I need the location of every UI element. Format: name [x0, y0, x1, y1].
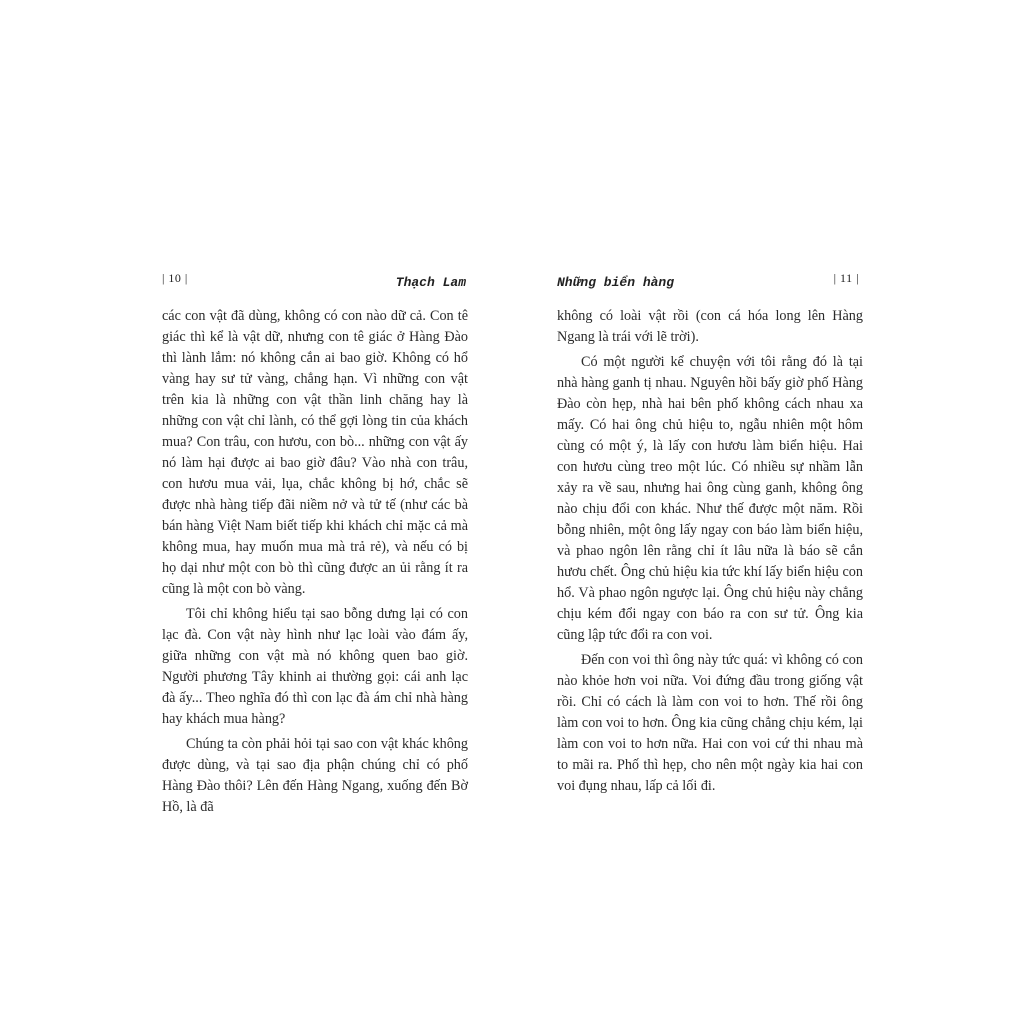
- right-body-text: [557, 306, 863, 797]
- right-page-number: | 11 |: [833, 271, 859, 285]
- left-paragraph-2: Tôi chỉ không hiểu tại sao bỗng dưng lại có con lạc đà. Con vật này hình như lạc loài vào đám ấy, giữa những con vật mà nó không quen bao giờ. Người phương Tây khinh ai thường gọi: cái anh lạc đà ấy... Theo nghĩa đó thì con lạc đà ám chỉ nhà hàng hay khách mua hàng?: [162, 606, 468, 727]
- left-body-text: [162, 306, 468, 818]
- left-page-number: | 10 |: [162, 271, 188, 285]
- right-running-head: [557, 268, 863, 294]
- right-paragraph-3: Đến con voi thì ông này tức quá: vì không có con nào khỏe hơn voi nữa. Voi đứng đầu trong giống vật rồi. Chỉ có cách là làm con voi to hơn. Thế rồi ông làm con voi to hơn. Ông kia cũng chẳng chịu kém, lại làm con voi to hơn nữa. Hai con voi cứ thi nhau mà to mãi ra. Phố thì hẹp, cho nên một ngày kia hai con voi đụng nhau, lấp cả lối đi.: [557, 652, 863, 794]
- right-page: [557, 268, 863, 801]
- left-running-head: [162, 268, 468, 294]
- left-running-title: Thạch Lam: [395, 275, 466, 290]
- right-paragraph-1: không có loài vật rồi (con cá hóa long lên Hàng Ngang là trái với lẽ trời).: [557, 308, 863, 345]
- left-paragraph-1: các con vật đã dùng, không có con nào dữ cả. Con tê giác thì kể là vật dữ, nhưng con tê giác ở Hàng Đào thì lành lắm: nó không cắn ai bao giờ. Không có hổ vàng hay sư tử vàng, chẳng hạn. Vì những con vật trên kia là những con vật thần linh chăng hay là những con vật chỉ lành, có thể gợi lòng tin của khách mua? Con trâu, con hươu, con bò... những con vật ấy nó làm hại được ai bao giờ đâu? Vào nhà con trâu, con hươu mua vải, lụa, chắc không bị hớ, chắc sẽ được nhà hàng tiếp đãi niềm nở và tử tế (như các bà bán hàng Việt Nam biết tiếp khi khách chỉ mặc cả mà không mua, hay muốn mua mà trả rẻ), và nếu có bị họ dại như một con bò thì cũng được an ủi rằng ít ra cũng là một con bò vàng.: [162, 308, 468, 597]
- left-page: [162, 268, 468, 822]
- left-paragraph-3: Chúng ta còn phải hỏi tại sao con vật khác không được dùng, và tại sao địa phận chúng chỉ có phố Hàng Đào thôi? Lên đến Hàng Ngang, xuống đến Bờ Hồ, là đã: [162, 736, 468, 815]
- right-running-title: Những biển hàng: [557, 275, 675, 290]
- right-paragraph-2: Có một người kể chuyện với tôi rằng đó là tại nhà hàng ganh tị nhau. Nguyên hồi bấy giờ phố Hàng Đào còn hẹp, nhà hai bên phố không cách nhau xa mấy. Có hai ông chủ hiệu to, ngẫu nhiên một hôm cùng có một ý, là lấy con hươu làm biển hiệu. Hai con hươu cùng treo một lúc. Có nhiều sự nhầm lẫn xảy ra về sau, nhưng hai ông cùng ganh, không ông nào chịu đổi con khác. Như thế được một năm. Rồi bỗng nhiên, một ông lấy ngay con báo làm biển hiệu, và phao ngôn lên rằng chỉ ít lâu nữa là báo sẽ cắn hươu chết. Ông chủ hiệu kia tức khí lấy biển hiệu con hổ. Và phao ngôn ngược lại. Ông chủ hiệu này chẳng chịu kém đổi ngay con báo ra con sư tử. Ông kia cũng lập tức đổi ra con voi.: [557, 354, 863, 643]
